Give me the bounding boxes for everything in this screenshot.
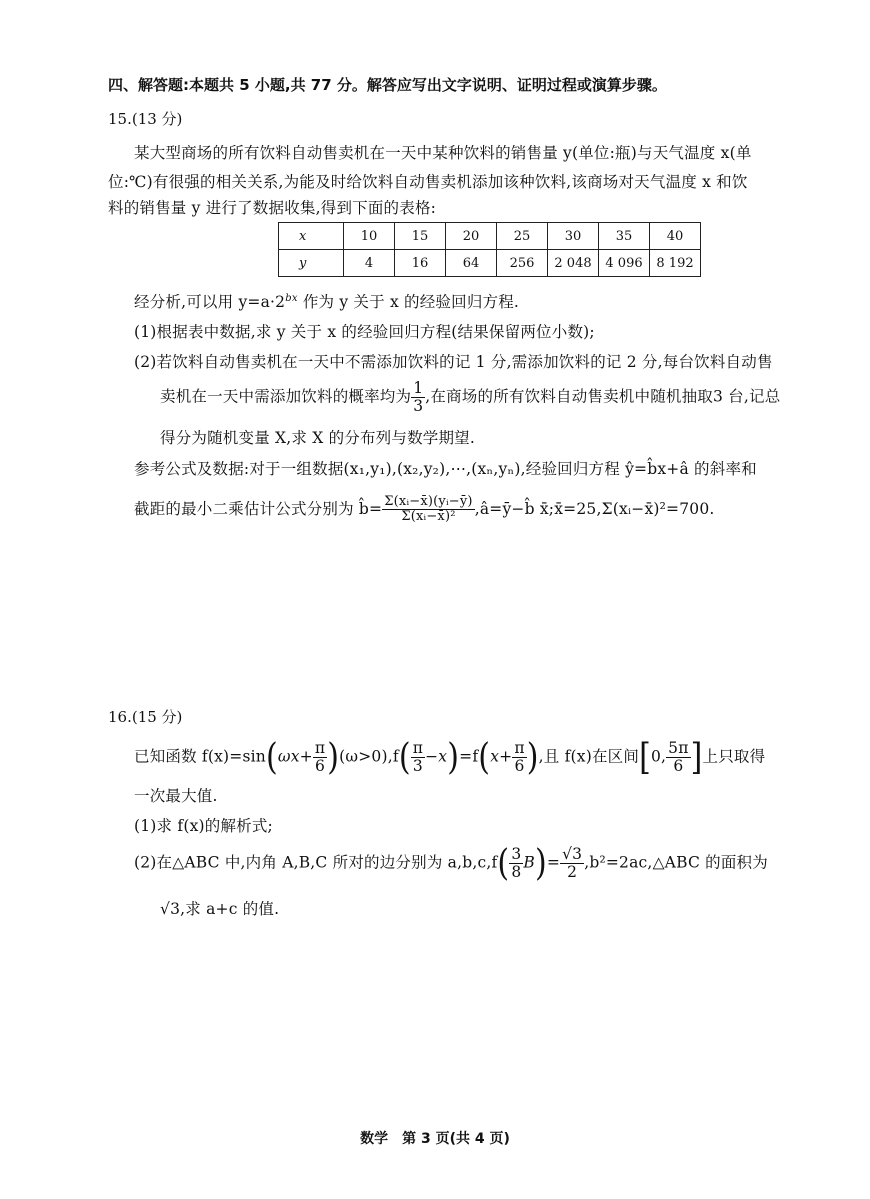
q15-analysis: 经分析,可以用 $y=a\cdot 2^{bx}$ 作为 y 关于 x 的经验回归方程.: [134, 292, 520, 311]
q15-part2-line1: (2)若饮料自动售卖机在一天中不需添加饮料的记 1 分,需添加饮料的记 2 分,每台饮料自动售: [134, 353, 773, 371]
q15-part2-line2: 卖机在一天中需添加饮料的概率均为 $\frac{1}{3}$ ,在商场的所有饮料自动售卖机中随机抽取3 台,记总: [160, 379, 781, 416]
q15-ref-line1: 参考公式及数据:对于一组数据(x₁,y₁),(x₂,y₂),⋯,(xₙ,yₙ),经验回归方程 ŷ=b̂x+â 的斜率和: [134, 460, 757, 478]
q16-line1: 已知函数 f(x)=sin(ωx+ $\frac{\pi}{6}$ )(ω>0),f( $\frac{\pi}{3}$ −x)=f(x+ $\frac{\pi}{6}$ ),且 f(x)在区间[0, $\frac{5\pi}{6}$ ]上只取得: [134, 735, 766, 778]
q15-part2-line3: 得分为随机变量 X,求 X 的分布列与数学期望.: [160, 429, 476, 447]
q15-ref-line2: 截距的最小二乘估计公式分别为 b̂= $\frac{\text{Σ(xᵢ−x̄)(yᵢ−ȳ)}}{\text{Σ(xᵢ−x̄)²}}$ ,â=ȳ−b̂ x̄;x̄=25,Σ(xᵢ−x̄)²=700.: [134, 494, 715, 525]
data-table: [278, 222, 701, 277]
table-row-y: [279, 250, 701, 277]
table-cell: 10: [344, 223, 395, 250]
table-cell: 8 192: [650, 250, 701, 277]
row-label-x: x: [279, 223, 344, 250]
table-cell: 35: [599, 223, 650, 250]
row-label-y: y: [279, 250, 344, 277]
ls-fraction: $\frac{\text{Σ(xᵢ−x̄)(yᵢ−ȳ)}}{\text{Σ(xᵢ−x̄)²}}$: [384, 494, 473, 525]
table-cell: 25: [497, 223, 548, 250]
table-cell: 256: [497, 250, 548, 277]
section-title: 四、解答题:本题共 5 小题,共 77 分。解答应写出文字说明、证明过程或演算步骤。: [108, 76, 667, 94]
q16-part1: (1)求 f(x)的解析式;: [134, 817, 273, 835]
table-cell: 20: [446, 223, 497, 250]
table-cell: 15: [395, 223, 446, 250]
q15-number: 15.(13 分): [108, 110, 183, 128]
table-cell: 2 048: [548, 250, 599, 277]
table-cell: 4: [344, 250, 395, 277]
q16-line2: 一次最大值.: [134, 787, 218, 805]
q15-stem-line3: 料的销售量 y 进行了数据收集,得到下面的表格:: [108, 199, 437, 217]
q15-stem-line2: 位:℃)有很强的相关关系,为能及时给饮料自动售卖机添加该种饮料,该商场对天气温度 x 和饮: [108, 173, 748, 191]
table-cell: 30: [548, 223, 599, 250]
q15-part1: (1)根据表中数据,求 y 关于 x 的经验回归方程(结果保留两位小数);: [134, 323, 595, 341]
q16-part2-line1: (2)在△ABC 中,内角 A,B,C 所对的边分别为 a,b,c,f( $\frac{3}{8}$ B)= $\frac{√3}{2}$ ,b²=2ac,△ABC 的面积为: [134, 841, 768, 884]
table-row-x: [279, 223, 701, 250]
fraction: $\frac{1}{3}$: [413, 379, 424, 416]
table-cell: 16: [395, 250, 446, 277]
q16-number: 16.(15 分): [108, 708, 183, 726]
table-cell: 40: [650, 223, 701, 250]
q16-part2-line2: √3,求 a+c 的值.: [160, 900, 280, 918]
table-cell: 64: [446, 250, 497, 277]
q15-stem-line1: 某大型商场的所有饮料自动售卖机在一天中某种饮料的销售量 y(单位:瓶)与天气温度 x(单: [134, 144, 752, 162]
page-footer: 数学 第 3 页(共 4 页): [360, 1131, 510, 1147]
table-cell: 4 096: [599, 250, 650, 277]
